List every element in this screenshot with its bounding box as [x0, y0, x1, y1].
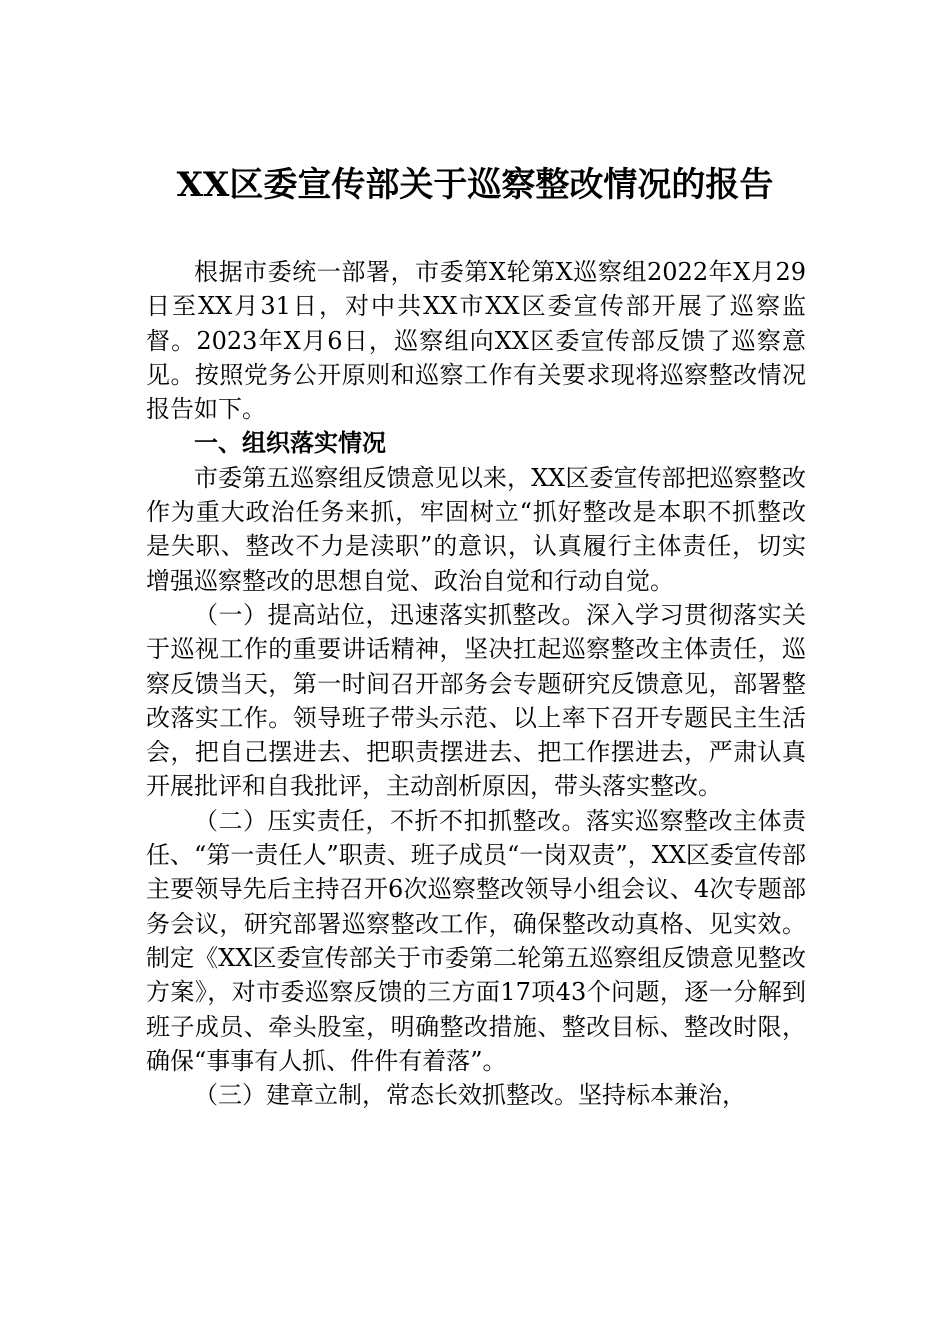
intro-paragraph: 根据市委统一部署，市委第X轮第X巡察组2022年X月29日至XX月31日，对中共XX市XX区委宣传部开展了巡察监督。2023年X月6日，巡察组向XX区委宣传部反馈了巡察意见。按照党务公开原则和巡察工作有关要求现将巡察整改情况报告如下。 — [146, 258, 806, 424]
section-intro-paragraph: 市委第五巡察组反馈意见以来，XX区委宣传部把巡察整改作为重大政治任务来抓，牢固树立“抓好整改是本职不抓整改是失职、整改不力是渎职”的意识，认真履行主体责任，切实增强巡察整改的思想自觉、政治自觉和行动自觉。 — [146, 463, 806, 595]
document-body — [146, 255, 806, 1112]
document-title: XX区委宣传部关于巡察整改情况的报告 — [176, 165, 774, 205]
section-heading: 一、组织落实情况 — [194, 429, 386, 458]
item-paragraph-2: （二）压实责任，不折不扣抓整改。落实巡察整改主体责任、“第一责任人”职责、班子成员“一岗双责”，XX区委宣传部主要领导先后主持召开6次巡察整改领导小组会议、4次专题部务会议，研究部署巡察整改工作，确保整改动真格、见实效。制定《XX区委宣传部关于市委第二轮第五巡察组反馈意见整改方案》，对市委巡察反馈的三方面17项43个问题，逐一分解到班子成员、牵头股室，明确整改措施、整改目标、整改时限，确保“事事有人抓、件件有着落”。 — [146, 806, 806, 1075]
item-paragraph-3: （三）建章立制，常态长效抓整改。坚持标本兼治， — [194, 1081, 746, 1110]
item-paragraph-1: （一）提高站位，迅速落实抓整改。深入学习贯彻落实关于巡视工作的重要讲话精神，坚决扛起巡察整改主体责任，巡察反馈当天，第一时间召开部务会专题研究反馈意见，部署整改落实工作。领导班子带头示范、以上率下召开专题民主生活会，把自己摆进去、把职责摆进去、把工作摆进去，严肃认真开展批评和自我批评，主动剖析原因，带头落实整改。 — [146, 600, 806, 801]
